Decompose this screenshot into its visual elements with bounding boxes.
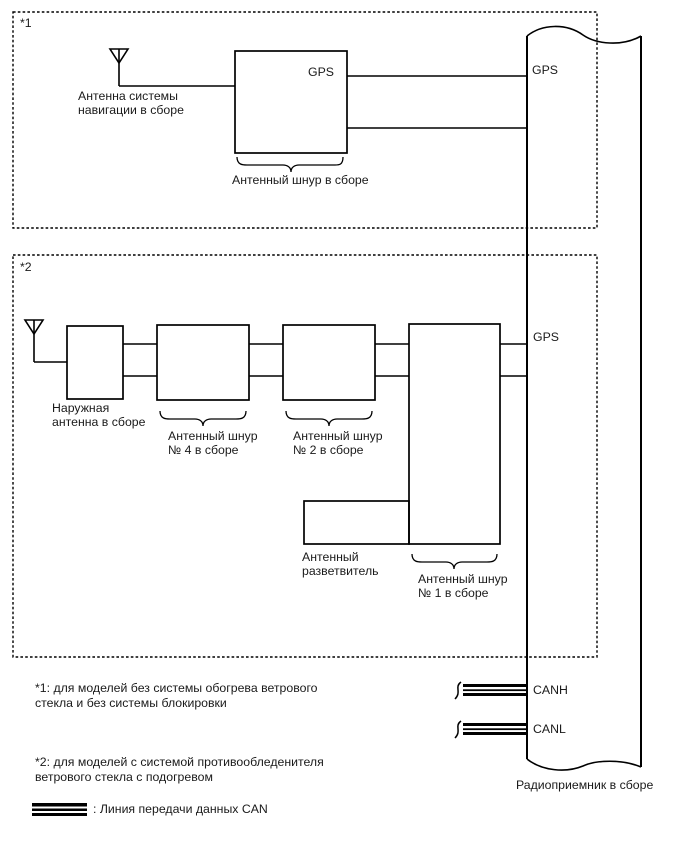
footnote-2: *2: для моделей с системой противообледенителя: [35, 755, 324, 769]
cord-2-underbrace: [286, 411, 372, 426]
section-1-boundary: [13, 12, 597, 228]
radio-receiver-outline: [527, 26, 641, 770]
gps-connection-lines-top: [347, 76, 527, 128]
antenna-cord-4-box: [157, 325, 249, 400]
can-line-legend-icon: [32, 803, 87, 816]
splitter-label: разветвитель: [302, 564, 379, 578]
antenna-splitter-box: [304, 501, 409, 544]
section-1-tag: *1: [20, 16, 32, 30]
outer-antenna-box: [67, 326, 123, 399]
outer-antenna-icon: [25, 320, 67, 362]
cord-2-label: № 2 в сборе: [293, 443, 364, 457]
navigation-antenna-icon: [110, 49, 235, 86]
navigation-antenna-label: навигации в сборе: [78, 103, 184, 117]
antenna-cord-2-box: [283, 325, 375, 400]
canh-wire: [455, 682, 527, 699]
receiver-pin-gps-top: GPS: [532, 63, 558, 77]
outer-antenna-label: Наружная: [52, 401, 110, 415]
footnote-1: *1: для моделей без системы обогрева ветрового: [35, 681, 318, 695]
receiver-label: Радиоприемник в сборе: [516, 778, 654, 792]
antenna-cord-underbrace: [237, 157, 343, 172]
navigation-antenna-label: Антенна системы: [78, 89, 178, 103]
footnote-2: ветрового стекла с подогревом: [35, 770, 213, 784]
cord-1-label: № 1 в сборе: [418, 586, 489, 600]
wire-break-mark: [455, 721, 461, 738]
chain-connection-lines: [123, 344, 527, 376]
gps-box-label: GPS: [308, 65, 334, 79]
cord-4-underbrace: [160, 411, 246, 426]
wire-break-mark: [455, 682, 461, 699]
can-line-legend-label: : Линия передачи данных CAN: [93, 802, 268, 816]
antenna-cord-label: Антенный шнур в сборе: [232, 173, 369, 187]
cord-2-label: Антенный шнур: [293, 429, 383, 443]
splitter-label: Антенный: [302, 550, 359, 564]
cord-4-label: Антенный шнур: [168, 429, 258, 443]
cord-4-label: № 4 в сборе: [168, 443, 239, 457]
receiver-pin-canl: CANL: [533, 722, 566, 736]
section-2-tag: *2: [20, 260, 32, 274]
outer-antenna-label: антенна в сборе: [52, 415, 146, 429]
canl-wire: [455, 721, 527, 738]
receiver-pin-gps-bottom: GPS: [533, 330, 559, 344]
cord-1-underbrace: [412, 554, 497, 569]
cord-1-label: Антенный шнур: [418, 572, 508, 586]
footnote-1: стекла и без системы блокировки: [35, 696, 227, 710]
receiver-pin-canh: CANH: [533, 683, 568, 697]
antenna-cord-1-box: [409, 324, 500, 544]
